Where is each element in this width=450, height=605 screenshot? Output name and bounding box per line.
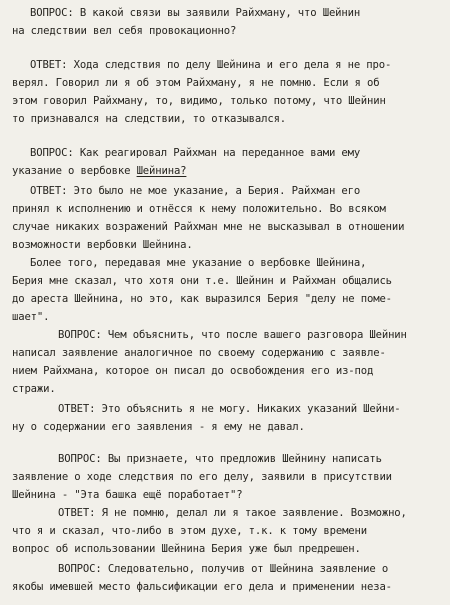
text-line: заявление о ходе следствия по его делу, заявили в присутствии — [12, 471, 392, 483]
text-line: ВОПРОС: Вы признаете, что предложив Шейнину написать — [58, 453, 382, 465]
text-line: ВОПРОС: В какой связи вы заявили Райхману, что Шейнин — [30, 7, 361, 19]
text-line: Берия мне сказал, что хотя они т.е. Шейнин и Райхман общались — [12, 275, 392, 287]
text-line: случае никаких возражений Райхман мне не высказывал в отношении — [12, 221, 405, 233]
text-line: стражи. — [12, 383, 56, 395]
text-line: ВОПРОС: Как реагировал Райхман на переданное вами ему — [30, 147, 361, 159]
text-line: этом говорил Райхману, то, видимо, только потому, что Шейнин — [12, 95, 386, 107]
text-line: написал заявление аналогичное по своему содержанию с заявле- — [12, 347, 386, 359]
text-line: верял. Говорил ли я об этом Райхману, я не помню. Если я об — [12, 77, 380, 89]
text-line: шает". — [12, 311, 50, 323]
text-line: Шейнина - "Эта башка ещё поработает"? — [12, 489, 243, 501]
text-line: якобы имевшей место фальсификации его дела и применении неза- — [12, 581, 392, 593]
underlined-name: Шейнина? — [136, 165, 187, 177]
text-line: ОТВЕТ: Хода следствия по делу Шейнина и его дела я не про- — [30, 59, 392, 71]
text-line: то признавался на следствии, то отказывался. — [12, 113, 287, 125]
text-line: нием Райхмана, которое он писал до освобождения его из-под — [12, 365, 374, 377]
text-line: возможности вербовки Шейнина. — [12, 239, 193, 251]
text-line: принял к исполнению и отнёсся к нему положительно. Во всяком — [12, 203, 386, 215]
text-line: ну о содержании его заявления - я ему не давал. — [12, 421, 305, 433]
text-line: ОТВЕТ: Это было не мое указание, а Берия. Райхман его — [30, 185, 361, 197]
text-fragment: указание о вербовке — [12, 165, 131, 177]
text-line: до ареста Шейнина, но это, как выразился Берия "делу не поме- — [12, 293, 392, 305]
text-line — [12, 164, 186, 178]
text-line: на следствии вел себя провокационно? — [12, 25, 237, 37]
text-line: ОТВЕТ: Это объяснить я не могу. Никаких указаний Шейни- — [58, 403, 401, 415]
text-line: ВОПРОС: Следовательно, получив от Шейнина заявление о — [58, 563, 389, 575]
text-line: ВОПРОС: Чем объяснить, что после вашего разговора Шейнин — [58, 329, 407, 341]
text-line: ОТВЕТ: Я не помню, делал ли я такое заявление. Возможно, — [58, 507, 407, 519]
text-line: Более того, передавая мне указание о вербовке Шейнина, — [30, 257, 367, 269]
text-line: что я и сказал, что-либо в этом духе, т.к. к тому времени — [12, 525, 367, 537]
text-line: вопрос об использовании Шейнина Берия уже был предрешен. — [12, 543, 361, 555]
